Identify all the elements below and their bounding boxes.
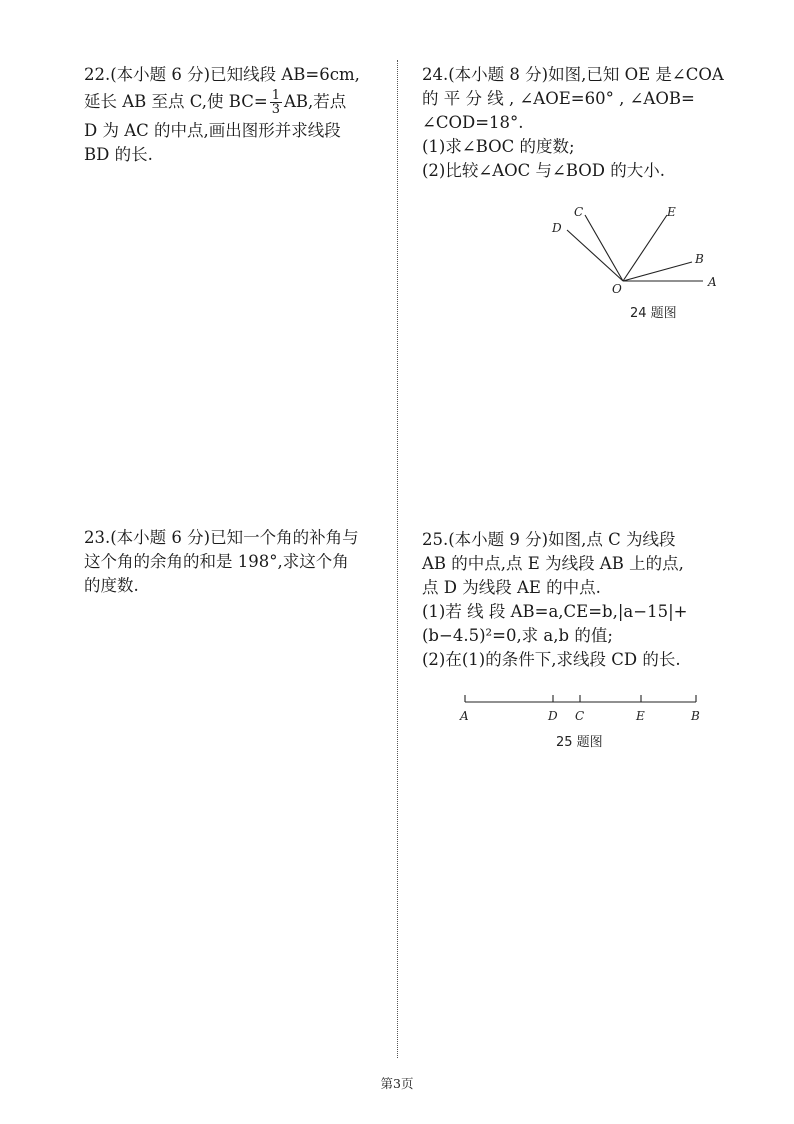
q24-line-3: ∠COD=18°. (422, 113, 524, 132)
q22-line-2a: 延长 AB 至点 C,使 BC= (84, 92, 268, 111)
q22-line-1: 22.(本小题 6 分)已知线段 AB=6cm, (84, 65, 360, 84)
label-a: A (708, 275, 717, 289)
label-d: D (548, 709, 558, 723)
q25-line-5: (b−4.5)²=0,求 a,b 的值; (422, 626, 613, 645)
q24-line-4: (1)求∠BOC 的度数; (422, 137, 575, 156)
q25-line-6: (2)在(1)的条件下,求线段 CD 的长. (422, 650, 681, 669)
q25-line-3: 点 D 为线段 AE 的中点. (422, 578, 601, 597)
question-23 (84, 526, 359, 598)
q22-line-2b: AB,若点 (283, 92, 347, 111)
q22-line-3: D 为 AC 的中点,画出图形并求线段 (84, 121, 341, 140)
q22-line-2 (84, 85, 360, 119)
q24-line-5: (2)比较∠AOC 与∠BOD 的大小. (422, 161, 666, 180)
ray-od (567, 230, 623, 281)
figure-25-caption: 25 题图 (556, 735, 603, 750)
fraction-denominator: 3 (271, 102, 280, 117)
ray-oc (585, 215, 623, 281)
label-c: C (574, 205, 584, 219)
label-e: E (667, 205, 676, 219)
q24-line-2: 的 平 分 线 , ∠AOE=60° , ∠AOB= (422, 89, 695, 108)
column-divider (397, 60, 398, 1058)
page-number: 第3页 (380, 1076, 414, 1091)
label-a: A (460, 709, 469, 723)
label-e: E (636, 709, 645, 723)
label-c: C (575, 709, 585, 723)
q23-line-2: 这个角的余角的和是 198°,求这个角 (84, 552, 349, 571)
figure-24-caption: 24 题图 (630, 306, 677, 321)
question-24 (422, 63, 724, 183)
fraction-numerator: 1 (271, 88, 280, 103)
figure-24-angles (540, 200, 730, 300)
label-b: B (691, 709, 700, 723)
question-25 (422, 528, 687, 672)
q22-line-4: BD 的长. (84, 145, 153, 164)
q24-line-1: 24.(本小题 8 分)如图,已知 OE 是∠COA (422, 65, 724, 84)
figure-25-segment (455, 690, 710, 726)
q25-line-4: (1)若 线 段 AB=a,CE=b,|a−15|+ (422, 602, 688, 621)
label-o: O (612, 282, 622, 296)
q25-line-2: AB 的中点,点 E 为线段 AB 上的点, (422, 554, 684, 573)
question-22 (84, 63, 360, 167)
label-d: D (552, 221, 562, 235)
label-b: B (695, 252, 704, 266)
q23-line-1: 23.(本小题 6 分)已知一个角的补角与 (84, 528, 359, 547)
q23-line-3: 的度数. (84, 576, 139, 595)
q25-line-1: 25.(本小题 9 分)如图,点 C 为线段 (422, 530, 676, 549)
fraction-one-third (270, 89, 282, 116)
